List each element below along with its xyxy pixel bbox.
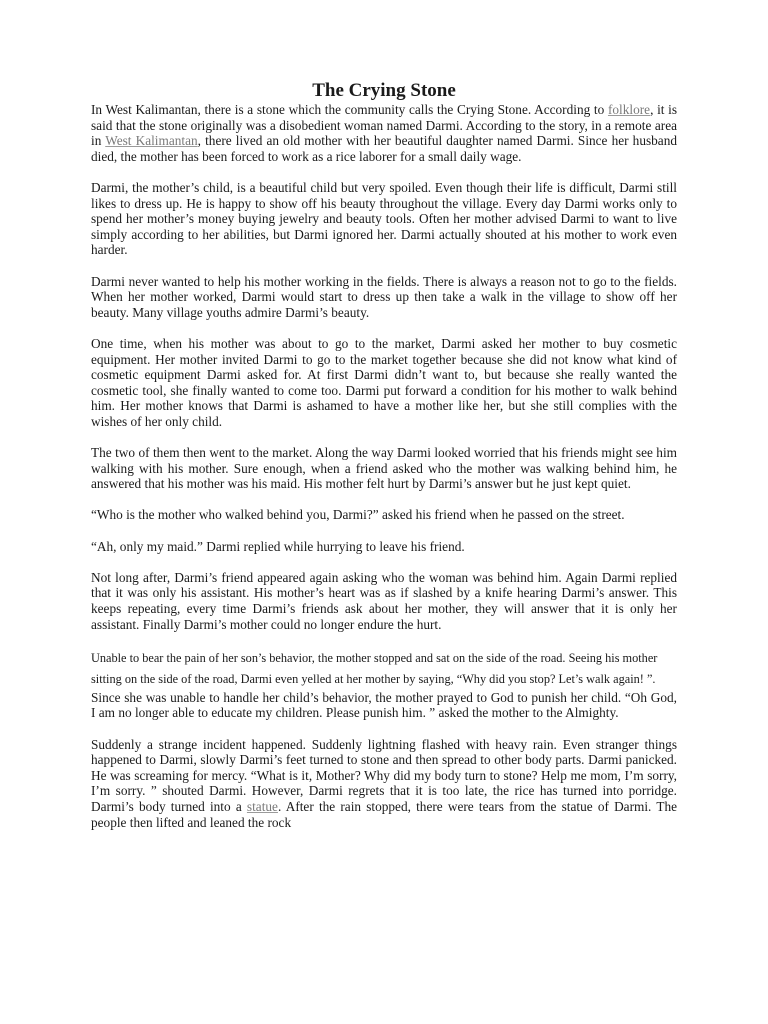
paragraph-2: Darmi, the mother’s child, is a beautiful child but very spoiled. Even though their life is difficult, Darmi still likes to dress up. He is happy to show off his beauty throughout the village. Every day Darmi works only to spend her mother’s money buying jewelry and beauty tools. Often her mother advised Darmi to want to live simply according to her abilities, but Darmi ignored her. Darmi actually shouted at his mother to work even harder. — [91, 179, 677, 258]
paragraph-11-text-b: . After the rain stopped, there were tears from the statue of Darmi. The people then lifted and leaned the rock — [91, 798, 677, 830]
document-title: The Crying Stone — [312, 80, 456, 101]
paragraph-5: The two of them then went to the market. Along the way Darmi looked worried that his friends might see him walking with his mother. Sure enough, when a friend asked who the mother was walking behind him, he answered that his mother was his maid. His mother felt hurt by Darmi’s answer but he just kept quiet. — [91, 445, 677, 492]
paragraph-1-text-c: , there lived an old mother with her beautiful daughter named Darmi. Since her husband died, the mother has been forced to work as a rice laborer for a small daily wage. — [91, 133, 678, 164]
folklore-link[interactable]: folklore — [607, 102, 651, 117]
paragraph-11 — [91, 737, 677, 831]
paragraph-6: “Who is the mother who walked behind you, Darmi?” asked his friend when he passed on the street. — [91, 507, 625, 523]
document-page — [91, 80, 677, 846]
statue-link[interactable]: statue — [246, 798, 278, 814]
paragraph-10: Since she was unable to handle her child’s behavior, the mother prayed to God to punish her child. “Oh God, I am no longer able to educate my children. Please punish him. ” asked the mother to the Almighty. — [91, 689, 677, 721]
paragraph-8: Not long after, Darmi’s friend appeared again asking who the woman was behind him. Again Darmi replied that it was only his assistant. His mother’s heart was as if slashed by a knife hearing Darmi’s answer. This keeps repeating, every time Darmi’s friends ask about her mother, they will answer that it is only her assistant. Finally Darmi’s mother could no longer endure the hurt. — [91, 569, 677, 632]
paragraph-11-text-a: Suddenly a strange incident happened. Suddenly lightning flashed with heavy rain. Even stranger things happened to Darmi, slowly Darmi’s feet turned to stone and then spread to other body parts. Darmi panicked. He was screaming for mercy. “What is it, Mother? Why did my body turn to stone? Help me mom, I’m sorry, I’m sorry. ” shouted Darmi. However, Darmi regrets that it is too late, the rice has turned into porridge. Darmi’s body turned into a — [91, 736, 677, 814]
west-kalimantan-link[interactable]: West Kalimantan — [105, 133, 198, 149]
paragraph-7: “Ah, only my maid.” Darmi replied while hurrying to leave his friend. — [91, 538, 465, 554]
paragraph-1-text-a: In West Kalimantan, there is a stone which the community calls the Crying Stone. According to — [91, 102, 608, 117]
paragraph-1-text-b: , it is said that the stone originally was a disobedient woman named Darmi. According to the story, in a remote area in — [91, 102, 678, 149]
paragraph-9: Unable to bear the pain of her son’s behavior, the mother stopped and sat on the side of the road. Seeing his mother sitting on the side of the road, Darmi even yelled at her mother by saying, “Why did you stop? Let’s walk again! ”. — [91, 650, 658, 686]
paragraph-1 — [91, 102, 677, 164]
paragraph-3: Darmi never wanted to help his mother working in the fields. There is always a reason not to go to the fields. When her mother worked, Darmi would start to dress up then take a walk in the village to show off her beauty. Many village youths admire Darmi’s beauty. — [91, 273, 677, 320]
paragraph-4: One time, when his mother was about to go to the market, Darmi asked her mother to buy cosmetic equipment. Her mother invited Darmi to go to the market together because she did not know what kind of cosmetic equipment Darmi asked for. At first Darmi didn’t want to, but because she really wanted the cosmetic tool, she finally wanted to come too. Darmi put forward a condition for his mother to walk behind him. Her mother knows that Darmi is ashamed to have a mother like her, but she still complies with the wishes of her only child. — [91, 335, 677, 429]
